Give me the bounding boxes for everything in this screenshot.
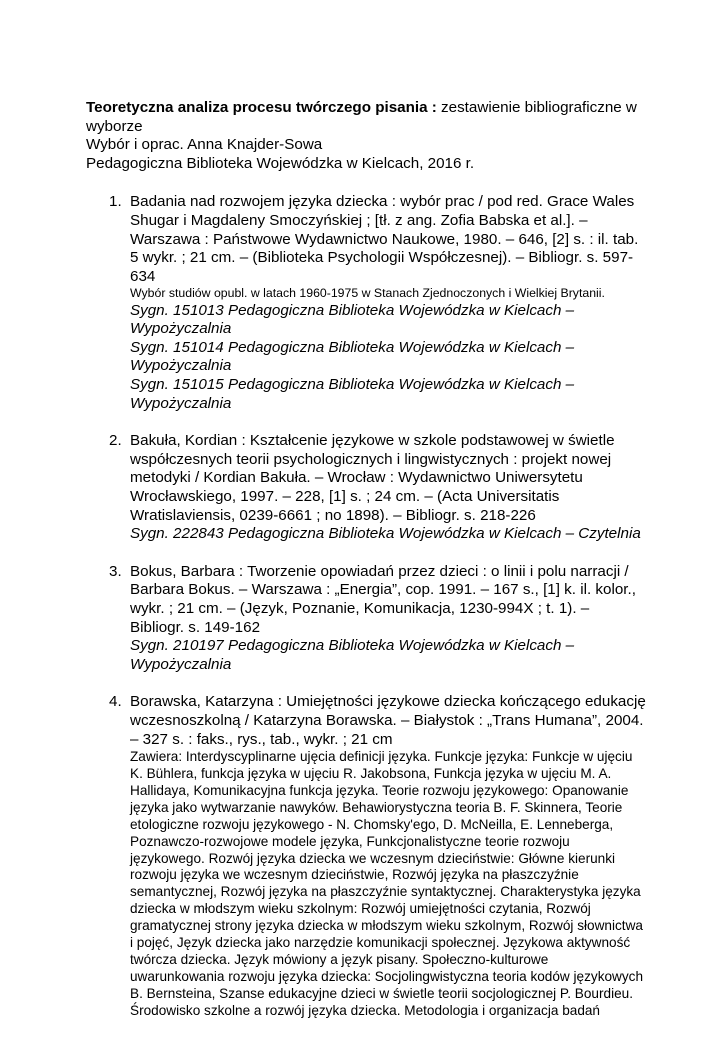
item-number: 1. (109, 193, 122, 211)
bibliography-header (86, 99, 646, 173)
item-call-number: Sygn. 151013 Pedagogiczna Biblioteka Wojewódzka w Kielcach – Wypożyczalnia (130, 301, 575, 338)
item-number: 2. (109, 432, 122, 450)
item-call-number: Sygn. 151014 Pedagogiczna Biblioteka Wojewódzka w Kielcach – Wypożyczalnia (130, 338, 575, 375)
item-contents: Zawiera: Interdyscyplinarne ujęcia definicji języka. Funkcje języka: Funkcje w ujęciu K. Bühlera, funkcja języka w ujęciu R. Jakobsona, Funkcja języka w ujęciu M. A. Hallidaya, Komunikacyjna funkcja języka. Teorie rozwoju językowego: Opanowanie języka jako wytwarzanie nawyków. Behawiorystyczna teoria B. F. Skinnera, Teorie etologiczne rozwoju językowego - N. Chomsky'ego, D. McNeilla, E. Lenneberga, Poznawczo-rozwojowe modele języka, Funkcjonalistyczne teorie rozwoju językowego. Rozwój języka dziecka we wczesnym dzieciństwie: Główne kierunki rozwoju języka we wczesnym dzieciństwie, Rozwój języka na płaszczyźnie semantycznej, Rozwój języka na płaszczyźnie syntaktycznej. Charakterystyka języka dziecka w młodszym wieku szkolnym: Rozwój umiejętności czytania, Rozwój gramatycznej strony języka dziecka w młodszym wieku szkolnym, Rozwój słownictwa i pojęć, Język dziecka jako narzędzie komunikacji społecznej. Językowa aktywność twórcza dziecka. Język mówiony a język pisany. Społeczno-kulturowe uwarunkowania rozwoju języka dziecka: Socjolingwistyczna teoria kodów językowych B. Bernsteina, Szanse edukacyjne dzieci w świetle teorii socjologicznej P. Bourdieu. Środowisko szkolne a rozwój języka dziecka. Metodologia i organizacja badań (130, 749, 644, 1018)
item-call-number: Sygn. 222843 Pedagogiczna Biblioteka Wojewódzka w Kielcach – Czytelnia (130, 525, 641, 543)
list-item (86, 563, 646, 675)
item-description: Borawska, Katarzyna : Umiejętności językowe dziecka kończącego edukację wczesnoszkolną / Katarzyna Borawska. – Białystok : „Trans Humana”, 2004. – 327 s. : faks., rys., tab., wykr. ; 21 cm (130, 693, 646, 748)
title-bold: Teoretyczna analiza procesu twórczego pisania : (86, 99, 437, 116)
author-line: Wybór i oprac. Anna Knajder-Sowa (86, 136, 323, 154)
list-item (86, 432, 646, 544)
item-description: Bakuła, Kordian : Kształcenie językowe w szkole podstawowej w świetle współczesnych teorii psychologicznych i lingwistycznych : projekt nowej metodyki / Kordian Bakuła. – Wrocław : Wydawnictwo Uniwersytetu Wrocławskiego, 1997. – 228, [1] s. ; 24 cm. – (Acta Universitatis Wratislaviensis, 0239-6661 ; no 1898). – Bibliogr. s. 218-226 (130, 432, 615, 524)
item-call-number: Sygn. 210197 Pedagogiczna Biblioteka Wojewódzka w Kielcach – Wypożyczalnia (130, 637, 575, 673)
item-number: 3. (109, 562, 122, 580)
document-page (86, 99, 646, 1039)
bibliography-title (86, 99, 646, 136)
item-number: 4. (109, 693, 122, 711)
item-call-number: Sygn. 151015 Pedagogiczna Biblioteka Wojewódzka w Kielcach – Wypożyczalnia (130, 376, 575, 412)
item-description: Badania nad rozwojem języka dziecka : wybór prac / pod red. Grace Wales Shugar i Magdaleny Smoczyńskiej ; [tł. z ang. Zofia Babska et al.]. – Warszawa : Państwowe Wydawnictwo Naukowe, 1980. – 646, [2] s. : il. tab. 5 wykr. ; 21 cm. – (Biblioteka Psychologii Współczesnej). – Bibliogr. s. 597-634 (130, 193, 639, 285)
list-item (86, 193, 646, 413)
publisher-line: Pedagogiczna Biblioteka Wojewódzka w Kielcach, 2016 r. (86, 154, 475, 172)
title-rest: zestawienie bibliograficzne w wyborze (86, 99, 637, 135)
item-description: Bokus, Barbara : Tworzenie opowiadań przez dzieci : o linii i polu narracji / Barbara Bokus. – Warszawa : „Energia”, cop. 1991. – 167 s., [1] k. il. kolor., wykr. ; 21 cm. – (Język, Poznanie, Komunikacja, 1230-994X ; t. 1). – Bibliogr. s. 149-162 (130, 562, 636, 636)
list-item (86, 693, 646, 1019)
item-note: Wybór studiów opubl. w latach 1960-1975 w Stanach Zjednoczonych i Wielkiej Brytanii. (130, 286, 605, 301)
bibliography-list (86, 193, 646, 1019)
